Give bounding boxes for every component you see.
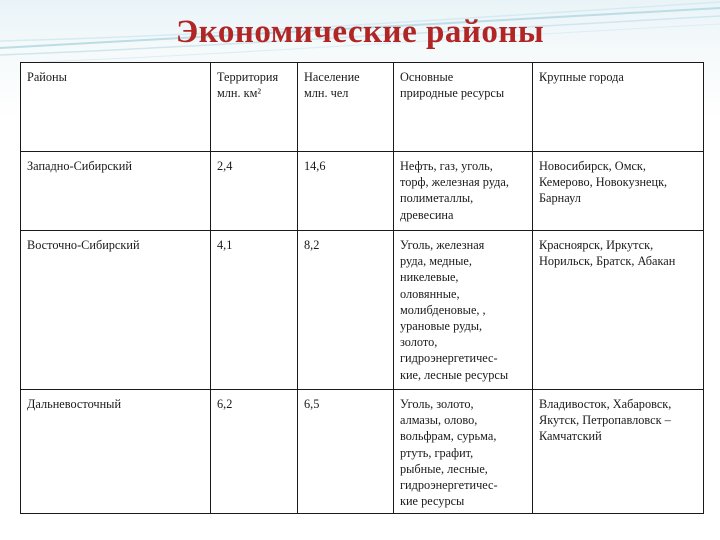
page-title: Экономические районы — [175, 14, 545, 50]
cell-cities: Красноярск, Иркутск, Норильск, Братск, Абакан — [533, 231, 704, 390]
table-row — [21, 390, 704, 514]
cell-population: 8,2 — [298, 231, 394, 390]
regions-table — [20, 62, 704, 514]
header-territory: Территория млн. км² — [211, 63, 298, 152]
cell-region: Восточно-Сибирский — [21, 231, 211, 390]
cell-resources: Уголь, золото, алмазы, олово, вольфрам, сурьма, ртуть, графит, рыбные, лесные, гидроэнергетичес- кие ресурсы — [394, 390, 533, 514]
cell-region: Дальневосточный — [21, 390, 211, 514]
cell-territory: 6,2 — [211, 390, 298, 514]
header-resources: Основные природные ресурсы — [394, 63, 533, 152]
header-cities: Крупные города — [533, 63, 704, 152]
cell-population: 6,5 — [298, 390, 394, 514]
table-header-row — [21, 63, 704, 152]
cell-population: 14,6 — [298, 152, 394, 231]
cell-cities: Владивосток, Хабаровск, Якутск, Петропавловск – Камчатский — [533, 390, 704, 514]
header-population: Население млн. чел — [298, 63, 394, 152]
table-row — [21, 152, 704, 231]
cell-resources: Уголь, железная руда, медные, никелевые, оловянные, молибденовые, , урановые руды, золото, гидроэнергетичес- кие, лесные ресурсы — [394, 231, 533, 390]
cell-resources: Нефть, газ, уголь, торф, железная руда, полиметаллы, древесина — [394, 152, 533, 231]
table-row — [21, 231, 704, 390]
cell-territory: 2,4 — [211, 152, 298, 231]
cell-cities: Новосибирск, Омск, Кемерово, Новокузнецк, Барнаул — [533, 152, 704, 231]
cell-territory: 4,1 — [211, 231, 298, 390]
header-region: Районы — [21, 63, 211, 152]
cell-region: Западно-Сибирский — [21, 152, 211, 231]
